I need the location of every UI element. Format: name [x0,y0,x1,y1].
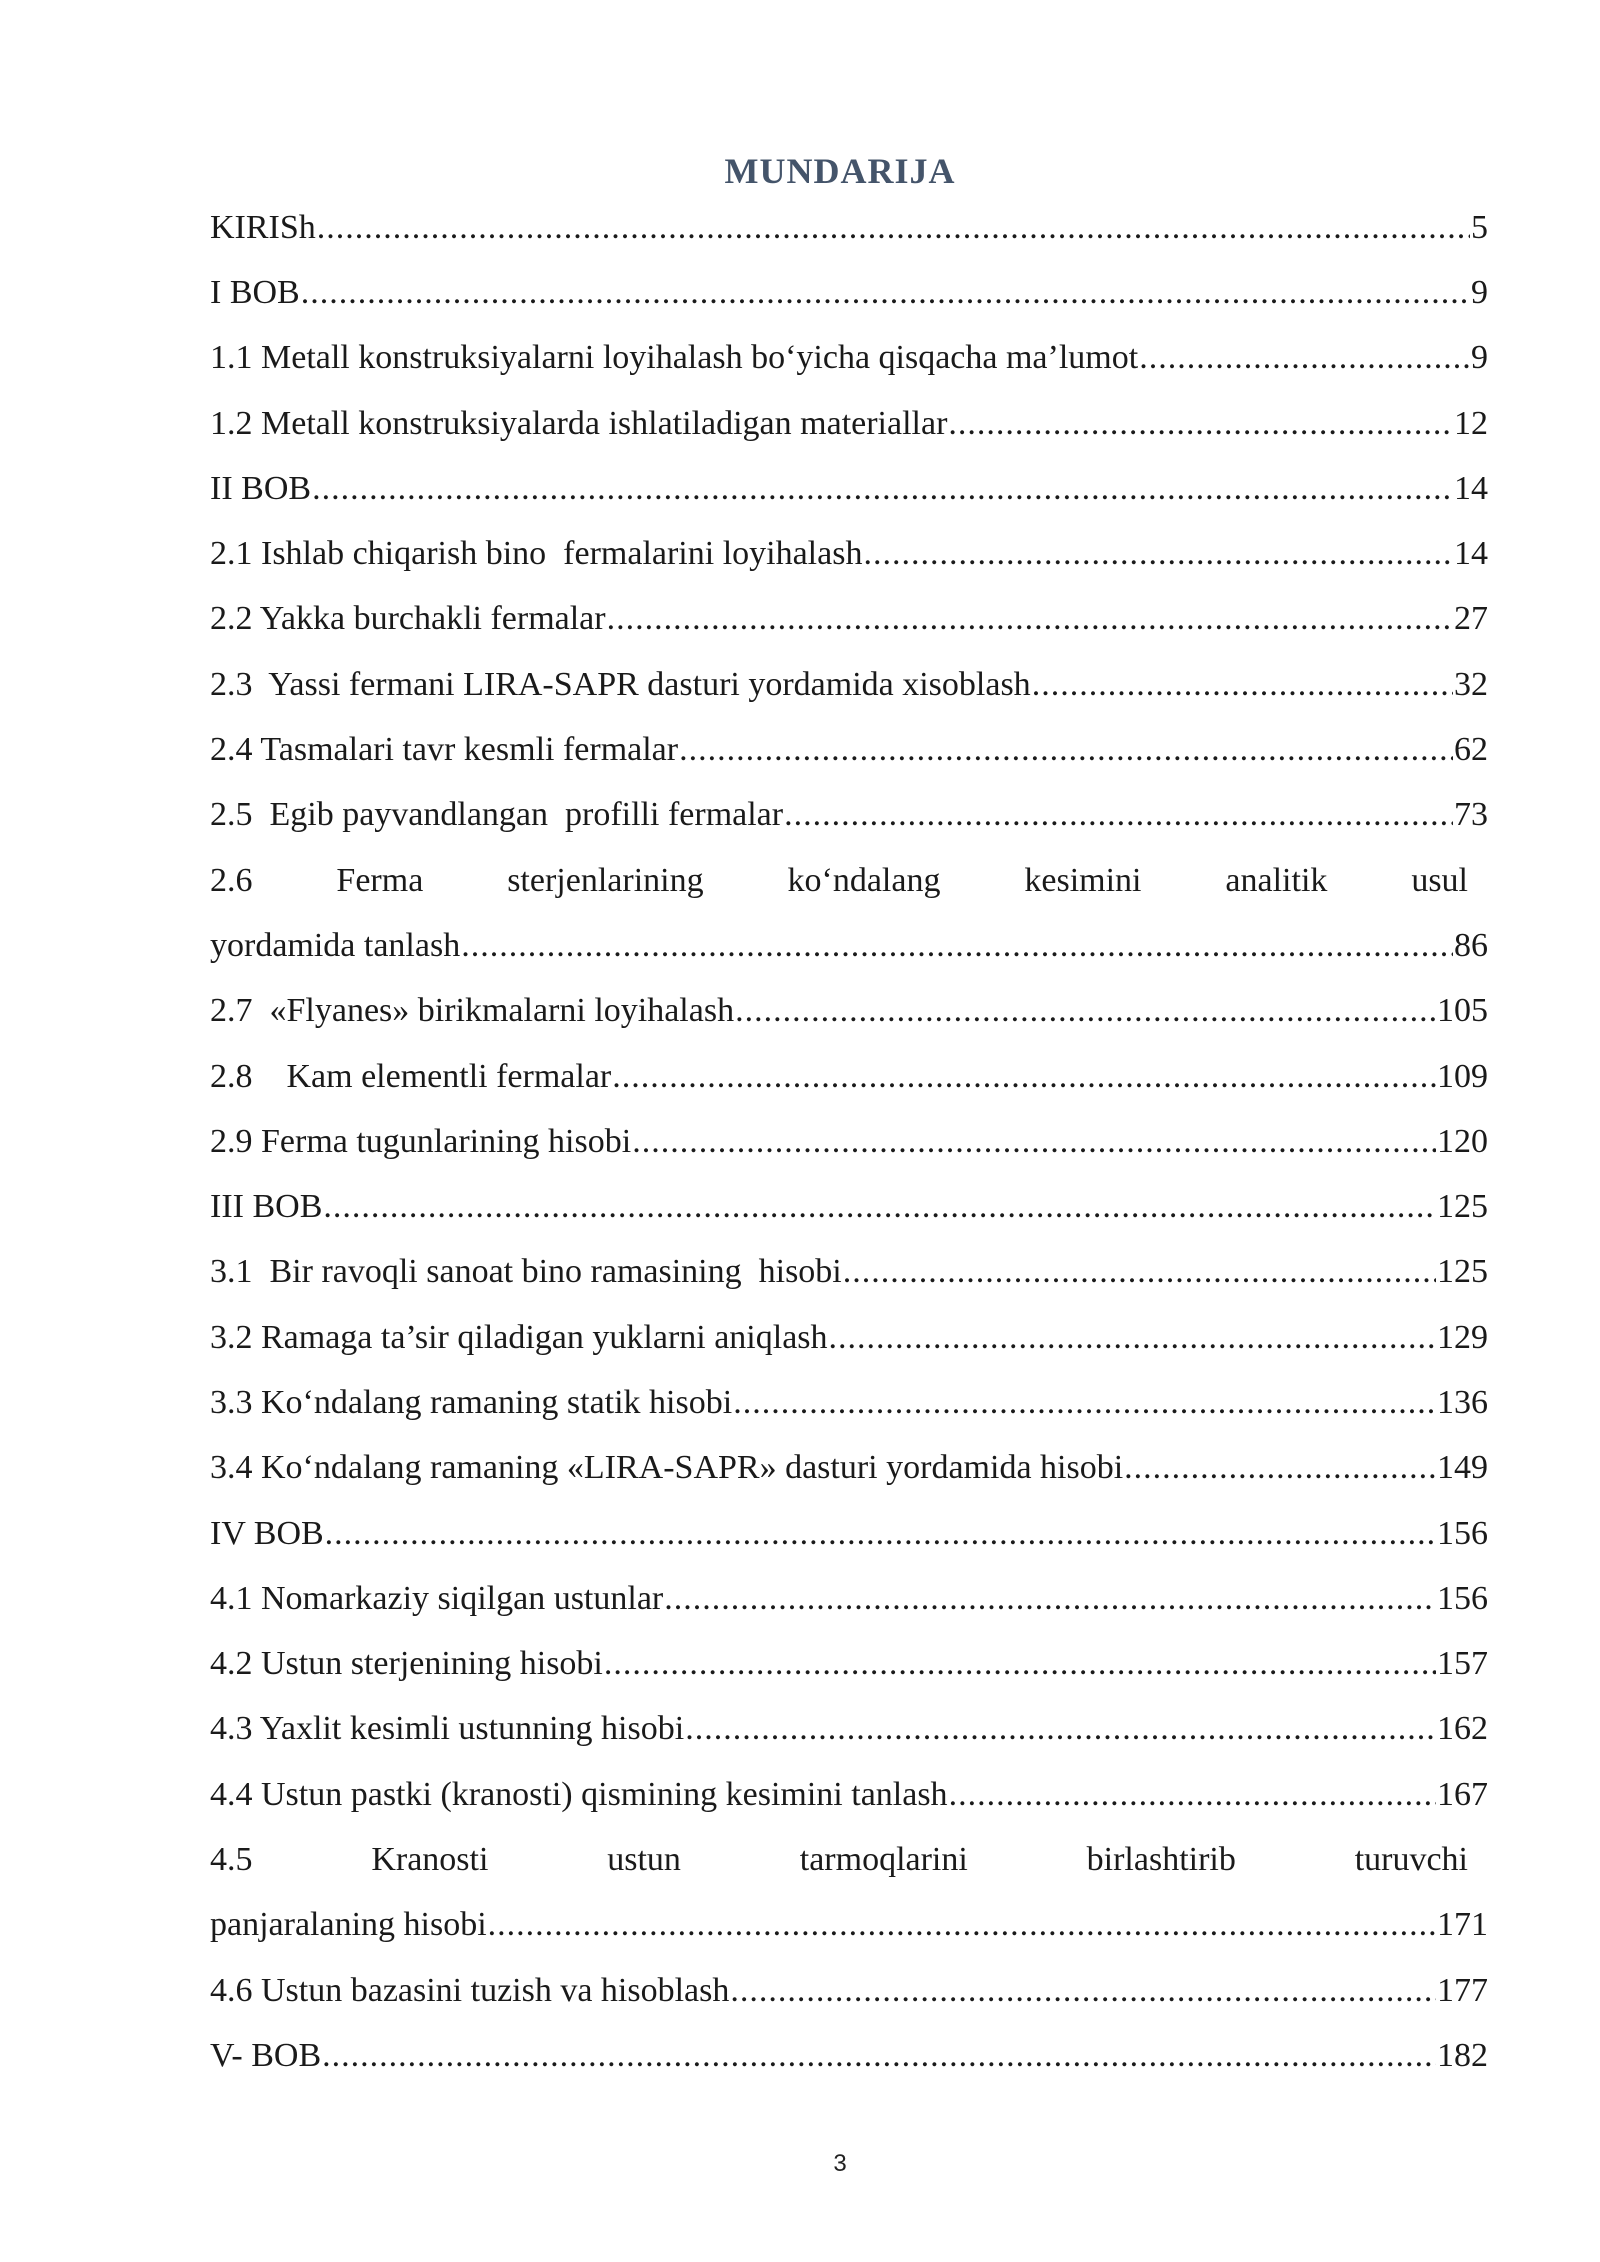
toc-entry[interactable] [210,326,1488,391]
toc-entry-justified[interactable] [210,1827,1488,1892]
toc-entry-page: 14 [1454,535,1488,573]
toc-entry-label: 2.8 Kam elementli fermalar [210,1057,612,1095]
toc-entry-label: I BOB [210,273,300,311]
toc-entry[interactable] [210,979,1488,1044]
toc-entry-page: 86 [1454,926,1488,964]
toc-word: tarmoqlarini [799,1841,968,1879]
table-of-contents [210,195,1488,2089]
toc-entry-label: 3.1 Bir ravoqli sanoat bino ramasining hisobi [210,1253,842,1291]
toc-entry-page: 27 [1454,600,1488,638]
toc-entry-label: 2.4 Tasmalari tavr kesmli fermalar [210,731,679,769]
toc-entry[interactable] [210,1370,1488,1435]
toc-entry-page: 5 [1471,208,1488,246]
toc-entry-label: 3.3 Ko‘ndalang ramaning statik hisobi [210,1383,733,1421]
toc-entry[interactable] [210,195,1488,260]
toc-dot-leader [679,731,1453,769]
toc-entry-page: 149 [1437,1449,1488,1487]
toc-dot-leader [1124,1449,1436,1487]
toc-entry[interactable] [210,1174,1488,1239]
toc-entry-page: 136 [1437,1383,1488,1421]
toc-entry-label: 2.1 Ishlab chiqarish bino fermalarini loyihalash [210,535,863,573]
toc-dot-leader [949,1776,1436,1814]
toc-word: 4.5 [210,1841,253,1879]
toc-entry-label: II BOB [210,469,312,507]
toc-dot-leader [843,1253,1436,1291]
toc-entry[interactable] [210,1109,1488,1174]
toc-entry-page: 12 [1454,404,1488,442]
toc-entry[interactable] [210,260,1488,325]
toc-entry-page: 167 [1437,1775,1488,1813]
toc-dot-leader [664,1580,1436,1618]
toc-entry-label: 4.2 Ustun sterjenining hisobi [210,1645,603,1683]
toc-entry-label: 2.7 «Flyanes» birikmalarni loyihalash [210,992,735,1030]
toc-word: usul [1411,861,1468,899]
toc-entry-page: 156 [1437,1579,1488,1617]
toc-entry-page: 157 [1437,1645,1488,1683]
toc-entry-page: 156 [1437,1514,1488,1552]
toc-entry-label: 4.3 Yaxlit kesimli ustunning hisobi [210,1710,685,1748]
toc-title: MUNDARIJA [724,151,956,191]
toc-entry[interactable] [210,521,1488,586]
toc-entry[interactable] [210,1566,1488,1631]
toc-entry-page: 9 [1471,339,1488,377]
toc-entry-page: 162 [1437,1710,1488,1748]
toc-entry-page: 73 [1454,796,1488,834]
toc-entry-label: 3.2 Ramaga ta’sir qiladigan yuklarni aniqlash [210,1318,828,1356]
toc-dot-leader [312,470,1453,508]
toc-entry-page: 62 [1454,731,1488,769]
toc-dot-leader [325,1515,1436,1553]
toc-entry-label: 3.4 Ko‘ndalang ramaning «LIRA-SAPR» dasturi yordamida hisobi [210,1449,1124,1487]
toc-entry[interactable] [210,1044,1488,1109]
toc-entry[interactable] [210,2023,1488,2088]
toc-entry-label: 2.3 Yassi fermani LIRA-SAPR dasturi yordamida xisoblash [210,665,1031,703]
toc-entry-label: 2.5 Egib payvandlangan profilli fermalar [210,796,784,834]
toc-dot-leader [488,1906,1436,1944]
toc-word: Kranosti [371,1841,489,1879]
toc-entry[interactable] [210,717,1488,782]
toc-word: ko‘ndalang [787,861,941,899]
toc-entry[interactable] [210,1762,1488,1827]
toc-entry-page: 129 [1437,1318,1488,1356]
toc-dot-leader [735,992,1436,1030]
toc-dot-leader [632,1123,1436,1161]
toc-dot-leader [733,1384,1436,1422]
toc-entry-page: 125 [1437,1253,1488,1291]
toc-entry-label: V- BOB [210,2036,322,2074]
toc-entry-label: 2.9 Ferma tugunlarining hisobi [210,1122,632,1160]
toc-entry-label: 4.6 Ustun bazasini tuzish va hisoblash [210,1971,730,2009]
toc-entry-label: panjaralaning hisobi [210,1906,487,1944]
toc-entry[interactable] [210,1240,1488,1305]
toc-entry[interactable] [210,391,1488,456]
toc-entry-label: 4.4 Ustun pastki (kranosti) qismining kesimini tanlash [210,1775,948,1813]
toc-word: 2.6 [210,861,253,899]
toc-dot-leader [1139,339,1470,377]
toc-entry[interactable] [210,1305,1488,1370]
toc-entry-page: 171 [1437,1906,1488,1944]
toc-dot-leader [829,1319,1436,1357]
toc-entry-page: 109 [1437,1057,1488,1095]
toc-entry[interactable] [210,783,1488,848]
toc-word: sterjenlarining [507,861,704,899]
toc-entry-label: yordamida tanlash [210,926,461,964]
toc-entry-page: 9 [1471,273,1488,311]
toc-dot-leader [301,274,1470,312]
toc-dot-leader [612,1058,1436,1096]
toc-dot-leader [322,2037,1436,2075]
toc-dot-leader [323,1188,1436,1226]
toc-entry-page: 105 [1437,992,1488,1030]
toc-entry[interactable] [210,1436,1488,1501]
toc-entry[interactable] [210,456,1488,521]
toc-entry-page: 32 [1454,665,1488,703]
toc-entry-page: 14 [1454,469,1488,507]
toc-entry[interactable] [210,1697,1488,1762]
toc-dot-leader [604,1645,1436,1683]
toc-dot-leader [784,796,1453,834]
toc-dot-leader [607,600,1453,638]
toc-dot-leader [317,209,1470,247]
toc-entry[interactable] [210,1958,1488,2023]
toc-entry-page: 182 [1437,2036,1488,2074]
toc-entry-label: IV BOB [210,1514,324,1552]
toc-entry-justified[interactable] [210,848,1488,913]
toc-entry-page: 125 [1437,1188,1488,1226]
toc-entry[interactable] [210,1501,1488,1566]
toc-dot-leader [461,927,1453,965]
toc-entry[interactable] [210,913,1488,978]
toc-word: analitik [1225,861,1328,899]
toc-word: Ferma [336,861,424,899]
toc-dot-leader [685,1710,1436,1748]
toc-entry-page: 177 [1437,1971,1488,2009]
toc-entry-label: 4.1 Nomarkaziy siqilgan ustunlar [210,1579,664,1617]
toc-entry-label: 1.1 Metall konstruksiyalarni loyihalash bo‘yicha qisqacha ma’lumot [210,339,1139,377]
toc-entry-label: 2.2 Yakka burchakli fermalar [210,600,606,638]
toc-entry-label: 1.2 Metall konstruksiyalarda ishlatiladigan materiallar [210,404,948,442]
toc-word: ustun [607,1841,681,1879]
toc-entry-page: 120 [1437,1122,1488,1160]
toc-dot-leader [948,405,1453,443]
toc-entry-label: III BOB [210,1188,323,1226]
toc-entry[interactable] [210,587,1488,652]
toc-dot-leader [730,1972,1436,2010]
toc-dot-leader [863,535,1453,573]
toc-dot-leader [1032,666,1453,704]
toc-entry-label: KIRISh [210,208,316,246]
toc-word: turuvchi [1354,1841,1468,1879]
toc-entry[interactable] [210,1893,1488,1958]
toc-entry[interactable] [210,1632,1488,1697]
page-number: 3 [833,2150,847,2177]
toc-word: birlashtirib [1086,1841,1236,1879]
toc-entry[interactable] [210,652,1488,717]
toc-word: kesimini [1024,861,1142,899]
